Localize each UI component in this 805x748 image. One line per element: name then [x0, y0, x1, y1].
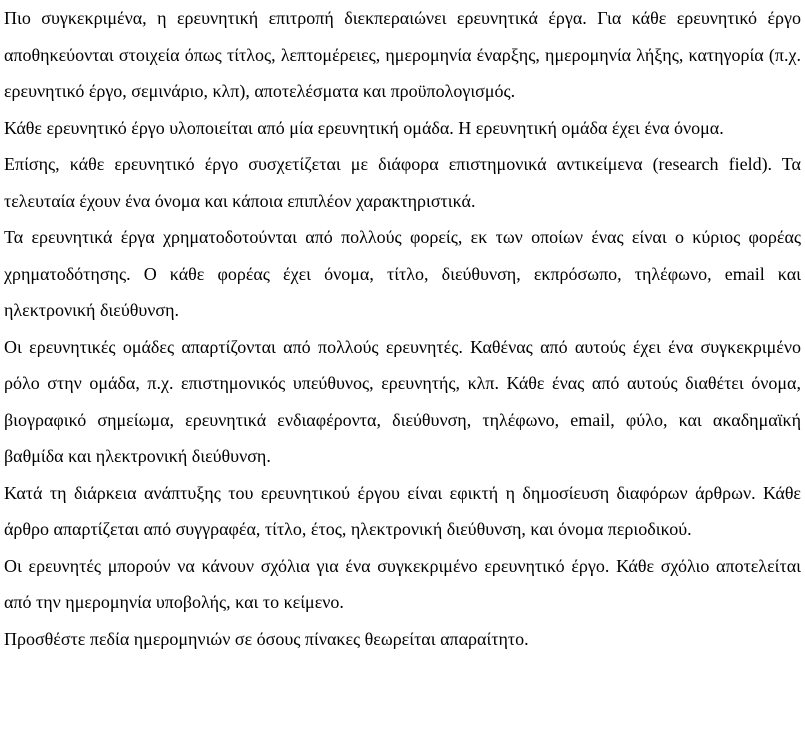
- paragraph-comments: Οι ερευνητές μπορούν να κάνουν σχόλια για ένα συγκεκριμένο ερευνητικό έργο. Κάθε σχόλιο αποτελείται από την ημερομηνία υποβολής, και το κείμενο.: [4, 555, 801, 612]
- paragraph-research-projects: Πιο συγκεκριμένα, η ερευνητική επιτροπή διεκπεραιώνει ερευνητικά έργα. Για κάθε ερευνητικό έργο αποθηκεύονται στοιχεία όπως τίτλος, λεπτομέρειες, ημερομηνία έναρξης, ημερομηνία λήξης, κατηγορία (π.χ. ερευνητικό έργο, σεμινάριο, κλπ), αποτελέσματα και προϋπολογισμός.: [4, 8, 801, 101]
- paragraph-articles: Κατά τη διάρκεια ανάπτυξης του ερευνητικού έργου είναι εφικτή η δημοσίευση διαφόρων άρθρων. Κάθε άρθρο απαρτίζεται από συγγραφέα, τίτλο, έτος, ηλεκτρονική διεύθυνση, και όνομα περιοδικού.: [4, 482, 801, 539]
- paragraph-research-team: Κάθε ερευνητικό έργο υλοποιείται από μία ερευνητική ομάδα. Η ερευνητική ομάδα έχει ένα όνομα.: [4, 117, 724, 138]
- paragraph-funding-bodies: Τα ερευνητικά έργα χρηματοδοτούνται από πολλούς φορείς, εκ των οποίων ένας είναι ο κύριος φορέας χρηματοδότησης. Ο κάθε φορέας έχει όνομα, τίτλο, διεύθυνση, εκπρόσωπο, τηλέφωνο, email και ηλεκτρονική διεύθυνση.: [4, 227, 801, 320]
- paragraph-date-fields: Προσθέστε πεδία ημερομηνιών σε όσους πίνακες θεωρείται απαραίτητο.: [4, 628, 529, 649]
- paragraph-researchers: Οι ερευνητικές ομάδες απαρτίζονται από πολλούς ερευνητές. Καθένας από αυτούς έχει ένα συγκεκριμένο ρόλο στην ομάδα, π.χ. επιστημονικός υπεύθυνος, ερευνητής, κλπ. Κάθε ένας από αυτούς διαθέτει όνομα, βιογραφικό σημείωμα, ερευνητικά ενδιαφέροντα, διεύθυνση, τηλέφωνο, email, φύλο, και ακαδημαϊκή βαθμίδα και ηλεκτρονική διεύθυνση.: [4, 336, 801, 466]
- paragraph-research-fields: Επίσης, κάθε ερευνητικό έργο συσχετίζεται με διάφορα επιστημονικά αντικείμενα (research field). Τα τελευταία έχουν ένα όνομα και κάποια επιπλέον χαρακτηριστικά.: [4, 154, 801, 211]
